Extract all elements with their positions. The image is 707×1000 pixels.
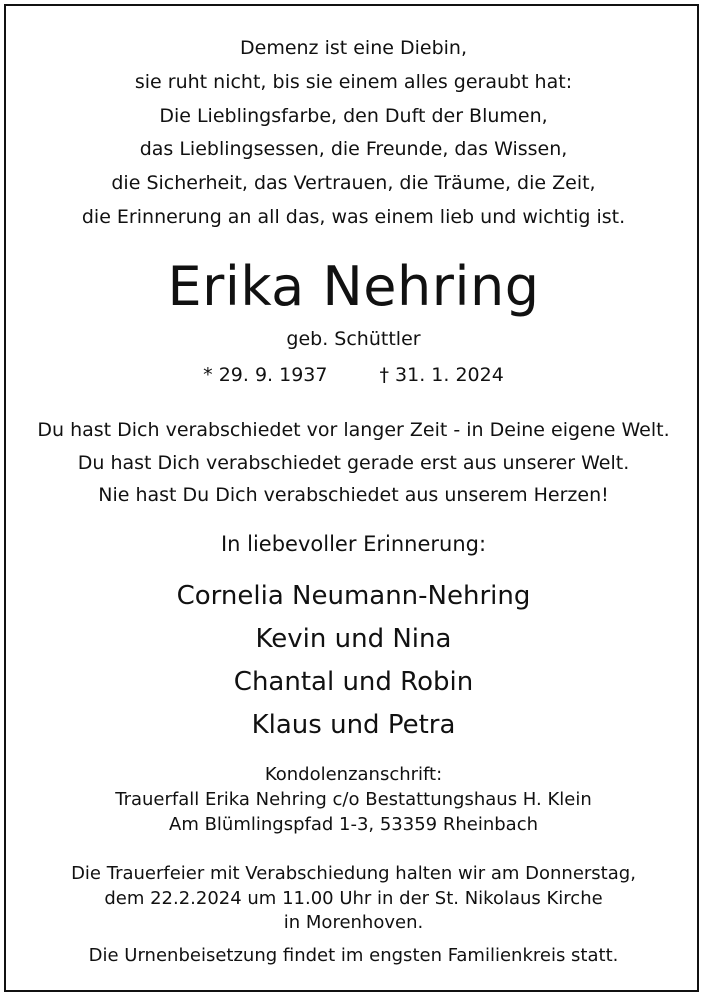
service-line: in Morenhoven. bbox=[283, 912, 424, 933]
burial-notice: Die Urnenbeisetzung findet im engsten Familienkreis statt. bbox=[88, 944, 619, 966]
deceased-name: Erika Nehring bbox=[167, 255, 540, 318]
service-line: Die Trauerfeier mit Verabschiedung halten wir am Donnerstag, bbox=[71, 863, 636, 884]
address-line: Trauerfall Erika Nehring c/o Bestattungshaus H. Klein bbox=[115, 789, 592, 810]
poem-line: Demenz ist eine Diebin, bbox=[240, 37, 467, 59]
condolence-address bbox=[0, 762, 707, 837]
life-dates bbox=[0, 363, 707, 387]
farewell-verse bbox=[0, 414, 707, 512]
poem bbox=[0, 32, 707, 235]
mourner-name: Cornelia Neumann-Nehring bbox=[176, 581, 531, 611]
address-line: Am Blümlingspfad 1-3, 53359 Rheinbach bbox=[169, 814, 538, 835]
death-date: † 31. 1. 2024 bbox=[379, 364, 504, 386]
poem-line: das Lieblingsessen, die Freunde, das Wissen, bbox=[139, 138, 568, 161]
farewell-line: Du hast Dich verabschiedet gerade erst aus unserer Welt. bbox=[77, 451, 630, 474]
service-notice bbox=[0, 862, 707, 968]
poem-line: sie ruht nicht, bis sie einem alles geraubt hat: bbox=[134, 70, 573, 93]
maiden-name: geb. Schüttler bbox=[286, 328, 421, 350]
poem-line: Die Lieblingsfarbe, den Duft der Blumen, bbox=[159, 104, 548, 127]
poem-line: die Erinnerung an all das, was einem lieb und wichtig ist. bbox=[81, 205, 626, 228]
memory-line: In liebevoller Erinnerung: bbox=[220, 532, 487, 556]
address-line: Kondolenzanschrift: bbox=[264, 764, 443, 785]
poem-line: die Sicherheit, das Vertrauen, die Träume, die Zeit, bbox=[111, 172, 596, 195]
mourner-name: Klaus und Petra bbox=[251, 710, 456, 740]
farewell-line: Du hast Dich verabschiedet vor langer Zeit - in Deine eigene Welt. bbox=[37, 419, 670, 441]
farewell-line: Nie hast Du Dich verabschiedet aus unserem Herzen! bbox=[98, 484, 609, 506]
mourner-name: Kevin und Nina bbox=[255, 624, 452, 654]
service-line: dem 22.2.2024 um 11.00 Uhr in der St. Nikolaus Kirche bbox=[104, 887, 603, 909]
mourners-list bbox=[0, 575, 707, 747]
mourner-name: Chantal und Robin bbox=[233, 667, 474, 697]
birth-date: * 29. 9. 1937 bbox=[203, 364, 328, 386]
